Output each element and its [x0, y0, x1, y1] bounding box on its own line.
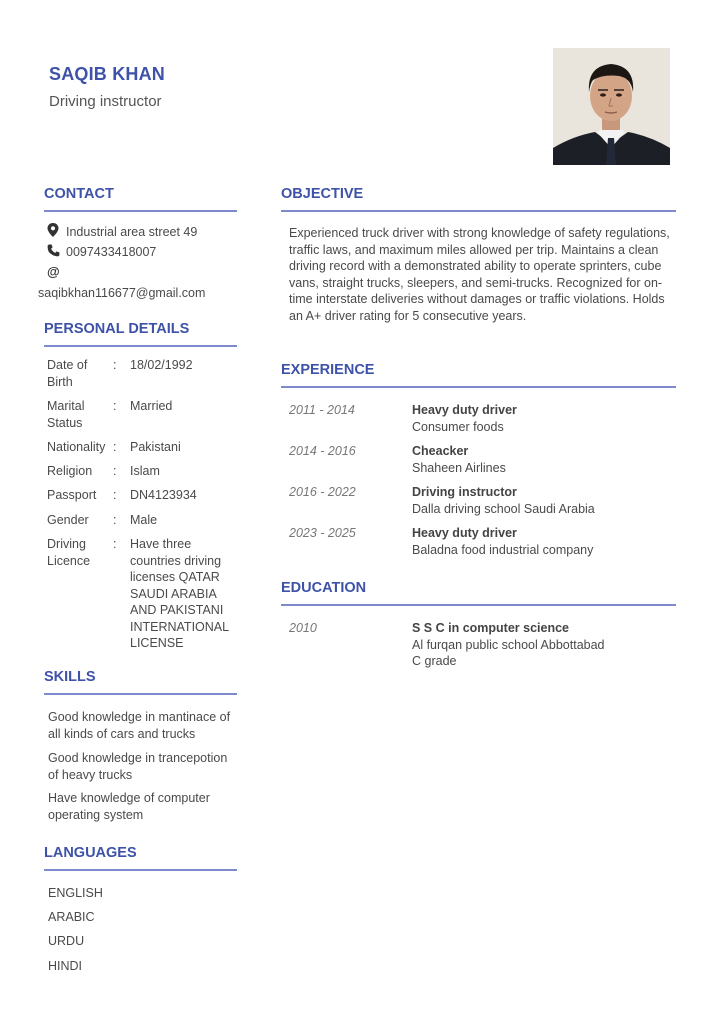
profile-photo: [553, 48, 670, 165]
experience-title-text: Heavy duty driver: [412, 403, 517, 417]
experience-title-text: Heavy duty driver: [412, 526, 517, 540]
pd-value: DN4123934: [130, 488, 197, 502]
skills-title: SKILLS: [44, 669, 237, 695]
education-title: EDUCATION: [281, 580, 676, 606]
experience-org: Consumer foods: [412, 419, 504, 434]
objective-text: Experienced truck driver with strong knowledge of safety regulations, traffic laws, and maximum miles allowed per trip. Maintains a clean driving record with a demonstrated ability to operate sprinters, cube vans, straight trucks, sleepers, and semi-trucks. Recognized for on-time interstate deliveries without damages or traffic violations. Holds an A+ driver rating for 5 consecutive years.: [289, 226, 670, 323]
pd-key: Driving Licence: [47, 537, 91, 568]
pd-value: Islam: [130, 464, 160, 478]
experience-years: 2014 - 2016: [289, 444, 356, 458]
experience-title: EXPERIENCE: [281, 362, 676, 388]
experience-years: 2016 - 2022: [289, 485, 356, 499]
languages-title: LANGUAGES: [44, 845, 237, 871]
pd-value: Have three countries driving licenses QATAR SAUDI ARABIA AND PAKISTANI INTERNATIONAL LICENSE: [130, 537, 229, 650]
language-item: ARABIC: [48, 910, 95, 924]
pd-key: Date of Birth: [47, 358, 88, 389]
pd-sep: :: [113, 537, 117, 551]
pd-value: Pakistani: [130, 440, 181, 454]
personal-details-title: PERSONAL DETAILS: [44, 321, 237, 347]
skill-item: Good knowledge in trancepotion of heavy trucks: [48, 751, 228, 782]
map-pin-icon: [47, 223, 61, 240]
phone-text: 0097433418007: [66, 245, 157, 259]
pd-key: Gender: [47, 513, 89, 527]
candidate-role: Driving instructor: [49, 93, 162, 110]
portrait-image: [553, 48, 670, 165]
experience-org: Shaheen Airlines: [412, 460, 506, 475]
education-grade: C grade: [412, 654, 457, 668]
pd-sep: :: [113, 358, 117, 372]
experience-item: [289, 443, 679, 476]
pd-value: Married: [130, 399, 173, 413]
education-item: [289, 620, 679, 670]
pd-key: Religion: [47, 464, 93, 478]
pd-sep: :: [113, 513, 117, 527]
address-text: Industrial area street 49: [66, 224, 198, 239]
experience-item: [289, 525, 679, 558]
pd-row-dob: [47, 357, 239, 390]
pd-row-licence: [47, 536, 239, 652]
skill-item: Good knowledge in mantinace of all kinds of cars and trucks: [48, 710, 231, 741]
pd-row-marital: [47, 398, 239, 431]
experience-item: [289, 402, 679, 435]
experience-title-text: Cheacker: [412, 444, 469, 458]
education-degree: S S C in computer science: [412, 621, 569, 635]
education-year: 2010: [289, 621, 317, 635]
language-item: URDU: [48, 934, 85, 948]
pd-row-gender: [47, 512, 239, 529]
language-item: HINDI: [48, 959, 83, 973]
experience-org: Dalla driving school Saudi Arabia: [412, 501, 595, 516]
email-text[interactable]: saqibkhan116677@gmail.com: [38, 286, 206, 300]
pd-row-religion: [47, 463, 239, 480]
pd-value: Male: [130, 513, 158, 527]
pd-sep: :: [113, 440, 117, 454]
email-icon: @: [47, 264, 60, 279]
education-school: Al furqan public school Abbottabad: [412, 637, 605, 652]
skill-item: Have knowledge of computer operating system: [48, 791, 210, 822]
contact-section-title: CONTACT: [44, 186, 237, 212]
experience-years: 2023 - 2025: [289, 526, 356, 540]
contact-address: [47, 223, 197, 240]
experience-years: 2011 - 2014: [289, 403, 355, 417]
pd-key: Nationality: [47, 440, 106, 454]
pd-sep: :: [113, 399, 117, 413]
language-item: ENGLISH: [48, 886, 103, 900]
candidate-name: SAQIB KHAN: [49, 64, 166, 84]
pd-key: Passport: [47, 488, 97, 502]
pd-row-nationality: [47, 439, 239, 456]
pd-value: 18/02/1992: [130, 358, 193, 372]
contact-phone: [47, 244, 156, 260]
pd-sep: :: [113, 488, 117, 502]
objective-title: OBJECTIVE: [281, 186, 676, 212]
pd-sep: :: [113, 464, 117, 478]
experience-title-text: Driving instructor: [412, 485, 517, 499]
phone-icon: [47, 244, 61, 260]
experience-item: [289, 484, 679, 517]
experience-org: Baladna food industrial company: [412, 542, 594, 557]
pd-key: Marital Status: [47, 399, 85, 430]
pd-row-passport: [47, 487, 239, 504]
